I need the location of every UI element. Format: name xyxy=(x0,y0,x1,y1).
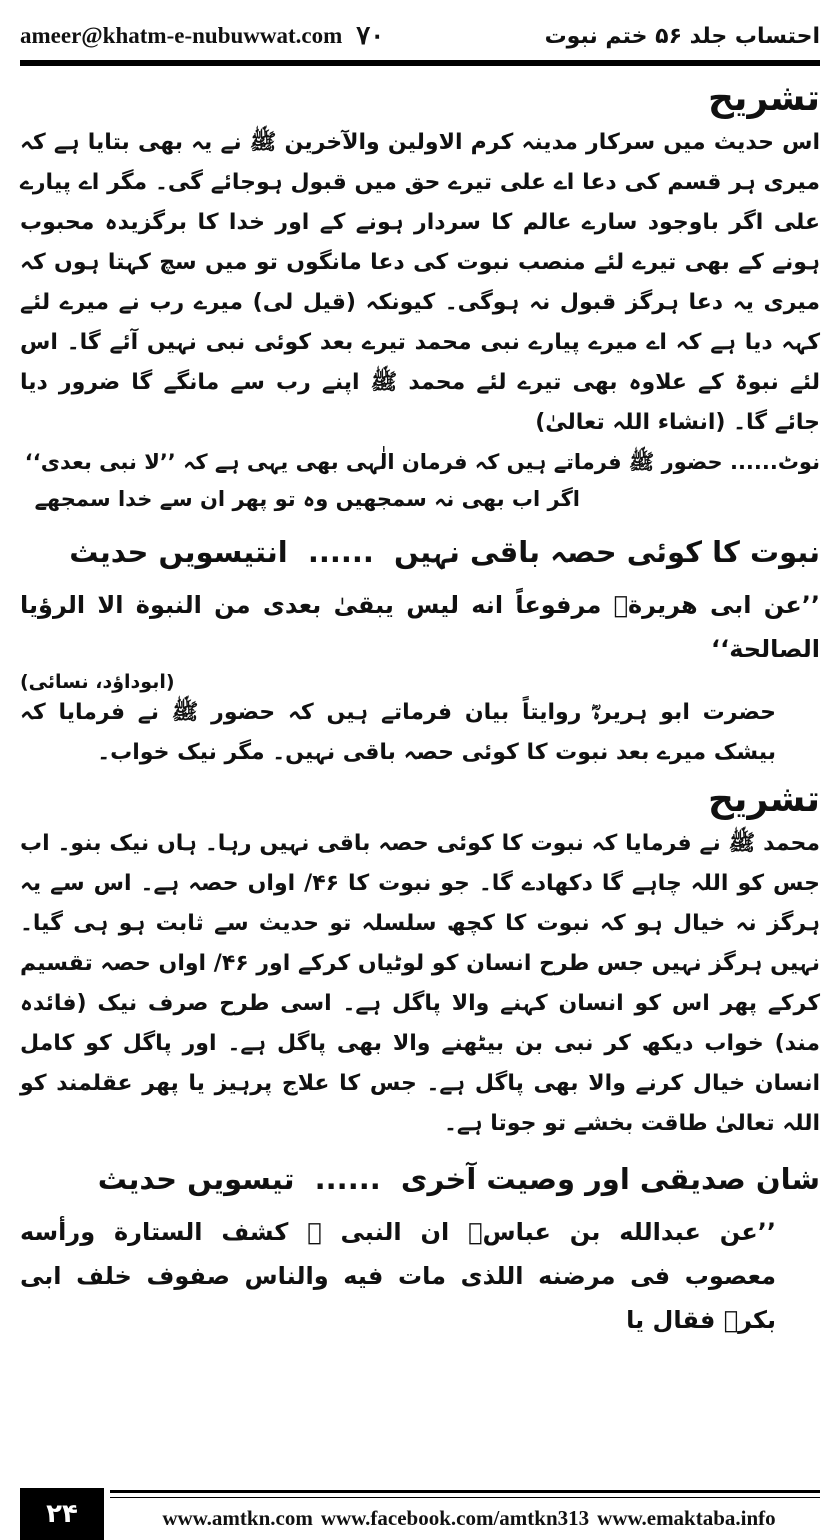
header-email[interactable]: ameer@khatm-e-nubuwwat.com xyxy=(20,23,343,48)
hadith-30-number: تیسویں حدیث xyxy=(97,1162,295,1196)
tashreeh-heading-2: تشریح xyxy=(707,779,820,820)
header-left xyxy=(20,21,384,51)
tashreeh-heading-1: تشریح xyxy=(707,78,820,119)
page-header xyxy=(20,14,820,58)
hadith-29-number: انتیسویں حدیث xyxy=(69,535,288,569)
tashreeh-paragraph-1: اس حدیث میں سرکار مدینہ کرم الاولین والآخرین ﷺ نے یہ بھی بتایا ہے کہ میری ہر قسم کی دعا اے علی تیرے حق میں قبول ہوجائے گی۔ مگر اے پیارے علی اگر باوجود سارے عالم کا سردار ہونے کے اور خدا کا برگزیدہ محبوب ہونے کے بھی تیرے لئے منصب نبوت کی دعا مانگوں تو میں سچ کہتا ہوں کہ میری یہ دعا ہرگز قبول نہ ہوگی۔ کیونکہ (قیل لی) میرے رب نے میرے لئے کہہ دیا ہے کہ اے میرے پیارے نبی محمد تیرے بعد کوئی نبی نہیں آئے گا۔ اس لئے نبوۃ کے علاوہ بھی تیرے لئے محمد ﷺ اپنے رب سے مانگے گا ضرور دیا جائے گا۔ (انشاء اللہ تعالیٰ) xyxy=(20,130,820,435)
hadith-29-arabic: ’’عن ابی هريرةؓ مرفوعاً انه ليس يبقىٰ بعدى من النبوة الا الرؤيا الصالحة‘‘ xyxy=(20,591,820,663)
hadith-29-reference: (ابوداؤد، نسائی) xyxy=(20,671,175,693)
hadith-29-reference-row xyxy=(20,671,820,693)
footer-rule-thin xyxy=(110,1497,820,1498)
footer-links xyxy=(120,1500,818,1536)
hadith-30-title-main: شان صدیقی اور وصیت آخری xyxy=(400,1162,820,1196)
page-content xyxy=(20,72,820,1342)
hadith-30-title xyxy=(20,1154,820,1204)
hadith-29-title xyxy=(20,527,820,577)
hadith-29-separator: ...... xyxy=(307,535,374,569)
footer-link-emaktaba[interactable]: www.emaktaba.info xyxy=(597,1505,776,1530)
footer-rule xyxy=(110,1490,820,1493)
tashreeh-paragraph-2: محمد ﷺ نے فرمایا کہ نبوت کا کوئی حصہ باقی نہیں رہا۔ ہاں نیک بنو۔ اب جس کو اللہ چاہے گا دکھادے گا۔ جو نبوت کا ۴۶/ اواں حصہ ہے۔ اس سے یہ ہرگز نہ خیال ہو کہ نبوت کا کچھ سلسلہ تو حدیث سے ثابت ہو ہی گیا۔ نہیں ہرگز نہیں جس طرح انسان کو لوٹیاں کرکے اور ۴۶/ اواں حصہ تقسیم کرکے پھر اس کو انسان کہنے والا پاگل ہے۔ اسی طرح صرف نیک (فائدہ مند) خواب دیکھ کر نبی بن بیٹھنے والا بھی پاگل ہے۔ اور پاگل کو کامل انسان خیال کرنے والا بھی پاگل ہے۔ جس کا علاج پرہیز یا پھر عقلمند کو اللہ تعالیٰ طاقت بخشے تو جوتا ہے۔ xyxy=(20,831,820,1136)
header-page-number: ۷۰ xyxy=(356,21,385,50)
note-line-2: اگر اب بھی نہ سمجھیں وہ تو پھر ان سے خدا سمجھے xyxy=(34,487,580,511)
note-line-1: نوٹ...... حضور ﷺ فرماتے ہیں کہ فرمان الٰہی بھی یہی ہے کہ ’’لا نبی بعدی‘‘ xyxy=(24,450,820,474)
footer-page-number: ۲۴ xyxy=(20,1488,104,1540)
footer-link-amtkn[interactable]: www.amtkn.com xyxy=(162,1505,313,1530)
hadith-29-title-main: نبوت کا کوئی حصہ باقی نہیں xyxy=(394,535,820,569)
hadith-30-separator: ...... xyxy=(314,1162,381,1196)
footer-link-facebook[interactable]: www.facebook.com/amtkn313 xyxy=(320,1505,590,1530)
hadith-29-translation: حضرت ابو ہریرہؓ روایتاً بیان فرماتے ہیں کہ حضور ﷺ نے فرمایا کہ بیشک میرے بعد نبوت کا کوئی حصہ باقی نہیں۔ مگر نیک خواب۔ xyxy=(20,700,776,765)
header-rule xyxy=(20,60,820,66)
header-title: احتساب جلد ۵۶ ختم نبوت xyxy=(544,23,820,49)
hadith-30-arabic: ’’عن عبدالله بن عباسؓ ان النبى ﷺ كشف الستارة ورأسه معصوب فى مرضنه اللذى مات فيه والناس صفوف خلف ابى بكرؓ فقال يا xyxy=(20,1218,776,1334)
